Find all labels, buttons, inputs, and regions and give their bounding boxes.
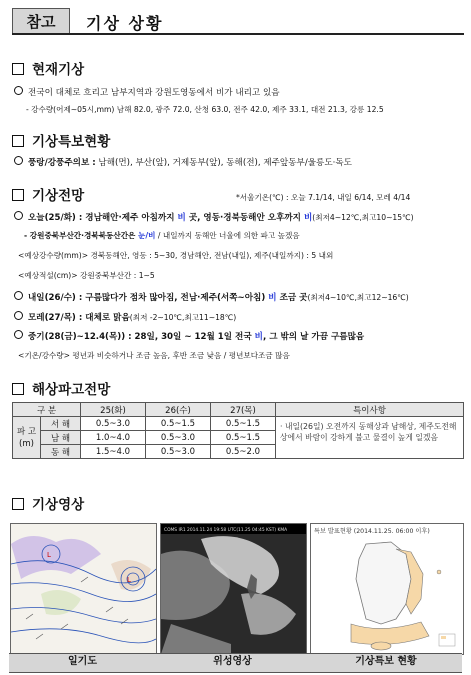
section-title: 기상영상 <box>32 497 85 513</box>
forecast-today-c: 곳, 영동·경북동해안 오후까지 <box>185 213 304 223</box>
table-cell: 0.5~1.5 <box>146 417 211 431</box>
table-header: 25(화) <box>81 403 146 417</box>
circle-bullet-icon <box>14 330 23 339</box>
forecast-tomorrow-a: 내일(26/수) : 구름많다가 점차 많아짐, 전남·제주(서쪽~아침) <box>28 293 269 303</box>
circle-bullet-icon <box>14 86 23 95</box>
forecast-snow-c: / 내일까지 동해안 너울에 의한 파고 높겠음 <box>155 231 300 240</box>
forecast-midterm-a: 중기(28(금)~12.4(목)) : 28일, 30일 ~ 12월 1일 전국 <box>28 332 255 342</box>
forecast-midterm <box>14 330 364 342</box>
region-cell: 서 해 <box>41 417 81 431</box>
table-row <box>13 417 464 431</box>
circle-bullet-icon <box>14 311 23 320</box>
square-bullet-icon <box>12 498 24 510</box>
table-header: 특이사항 <box>276 403 464 417</box>
caption-satellite: 위성영상 <box>160 654 305 670</box>
forecast-today-temps: (최저4~12℃,최고10~15℃) <box>312 213 414 222</box>
wave-table <box>12 402 464 459</box>
satellite-header: COMS IR1 2014.11.24 19:58 UTC(11.25 04:45 KST) KMA <box>164 528 288 533</box>
expected-precip: <예상강수량(mm)> 경북동해안, 영동 : 5~30, 경남해안, 전남(내일), 제주(내일까지) : 5 내외 <box>18 251 334 260</box>
section-special-warnings <box>12 130 110 150</box>
page-title: 기상 상황 <box>86 14 164 33</box>
circle-bullet-icon <box>14 211 23 220</box>
reference-label: 참고 <box>12 8 70 34</box>
section-current-weather <box>12 58 84 78</box>
svg-text:L: L <box>47 551 51 559</box>
table-cell: 0.5~1.5 <box>211 417 276 431</box>
current-summary <box>14 86 280 98</box>
warning-map-header: 특보 발표현황 (2014.11.25. 06:00 이후) <box>314 528 430 535</box>
current-precip: - 강수량(어제~05시,mm) 남해 82.0, 광주 72.0, 산청 63.0, 전주 42.0, 제주 33.1, 대전 21.3, 강릉 12.5 <box>26 105 384 114</box>
seoul-temp-note: *서울기온(℃) : 오늘 7.1/14, 내일 6/14, 모레 4/14 <box>236 193 411 202</box>
forecast-day-after-temps: (최저 -2~10℃,최고11~18℃) <box>129 313 237 322</box>
forecast-day-after <box>14 311 236 323</box>
square-bullet-icon <box>12 63 24 75</box>
special-warning-line <box>14 156 352 168</box>
expected-snow: <예상적설(cm)> 강원중북부산간 : 1~5 <box>18 271 155 280</box>
table-cell: 0.5~3.0 <box>81 417 146 431</box>
section-title: 기상특보현황 <box>32 134 111 150</box>
weather-chart-image <box>10 523 157 655</box>
table-cell: 0.5~3.0 <box>146 431 211 445</box>
circle-bullet-icon <box>14 291 23 300</box>
caption-weather-chart: 일기도 <box>10 654 155 670</box>
special-warning-label: 풍랑/강풍주의보 : <box>28 158 96 168</box>
circle-bullet-icon <box>14 156 23 165</box>
wave-height-label: 파 고 (m) <box>13 417 41 459</box>
table-cell: 0.5~2.0 <box>211 445 276 459</box>
forecast-tomorrow-c: 조금 곳 <box>276 293 308 303</box>
forecast-snow-note <box>24 230 300 241</box>
wave-note: · 내일(26일) 오전까지 동해상과 남해상, 제주도전해상에서 바람이 강하게 불고 물결이 높게 일겠음 <box>276 417 464 459</box>
square-bullet-icon <box>12 189 24 201</box>
section-title: 해상파고전망 <box>32 382 111 398</box>
forecast-tomorrow <box>14 291 409 303</box>
midterm-outlook: <기온/강수량> 평년과 비슷하거나 조금 높음, 후반 조금 낮음 / 평년보다조금 많음 <box>18 351 290 360</box>
region-cell: 동 해 <box>41 445 81 459</box>
table-cell: 1.0~4.0 <box>81 431 146 445</box>
svg-text:L: L <box>127 576 131 584</box>
table-header: 27(목) <box>211 403 276 417</box>
snow-rain-mark: 눈/비 <box>138 231 156 240</box>
square-bullet-icon <box>12 135 24 147</box>
section-imagery <box>12 493 84 513</box>
region-cell: 남 해 <box>41 431 81 445</box>
table-cell: 0.5~3.0 <box>146 445 211 459</box>
square-bullet-icon <box>12 383 24 395</box>
warning-map-image <box>310 523 464 655</box>
special-warning-text: 남해(먼), 부산(앞), 거제동부(앞), 동해(전), 제주앞동부/울릉도·독도 <box>98 158 352 168</box>
table-cell: 1.5~4.0 <box>81 445 146 459</box>
rain-mark: 비 <box>254 332 263 342</box>
forecast-today-a: 오늘(25/화) : 경남해안·제주 아침까지 <box>28 213 178 223</box>
section-title: 현재기상 <box>32 62 85 78</box>
satellite-graphic <box>161 524 306 654</box>
forecast-tomorrow-temps: (최저4~10℃,최고12~16℃) <box>307 293 409 302</box>
section-forecast <box>12 184 84 204</box>
table-header-row <box>13 403 464 417</box>
forecast-day-after-a: 모레(27/목) : 대체로 맑음 <box>28 313 130 323</box>
satellite-image <box>160 523 307 655</box>
rain-mark: 비 <box>303 213 313 223</box>
table-cell: 0.5~1.5 <box>211 431 276 445</box>
forecast-snow-a: - 강원중북부산간·경북북동산간은 <box>24 231 139 240</box>
rain-mark: 비 <box>268 293 277 303</box>
table-header: 26(수) <box>146 403 211 417</box>
weather-map-graphic <box>11 524 156 654</box>
table-header: 구 분 <box>13 403 81 417</box>
forecast-today <box>14 211 414 223</box>
header-divider <box>12 33 464 35</box>
forecast-midterm-c: , 그 밖의 날 가끔 구름많음 <box>262 332 365 342</box>
current-summary-text: 전국이 대체로 흐리고 남부지역과 강원도영동에서 비가 내리고 있음 <box>28 88 280 98</box>
warning-map-graphic <box>311 524 463 654</box>
caption-warnings: 기상특보 현황 <box>310 654 462 670</box>
section-title: 기상전망 <box>32 188 85 204</box>
section-wave <box>12 378 110 398</box>
rain-mark: 비 <box>177 213 186 223</box>
